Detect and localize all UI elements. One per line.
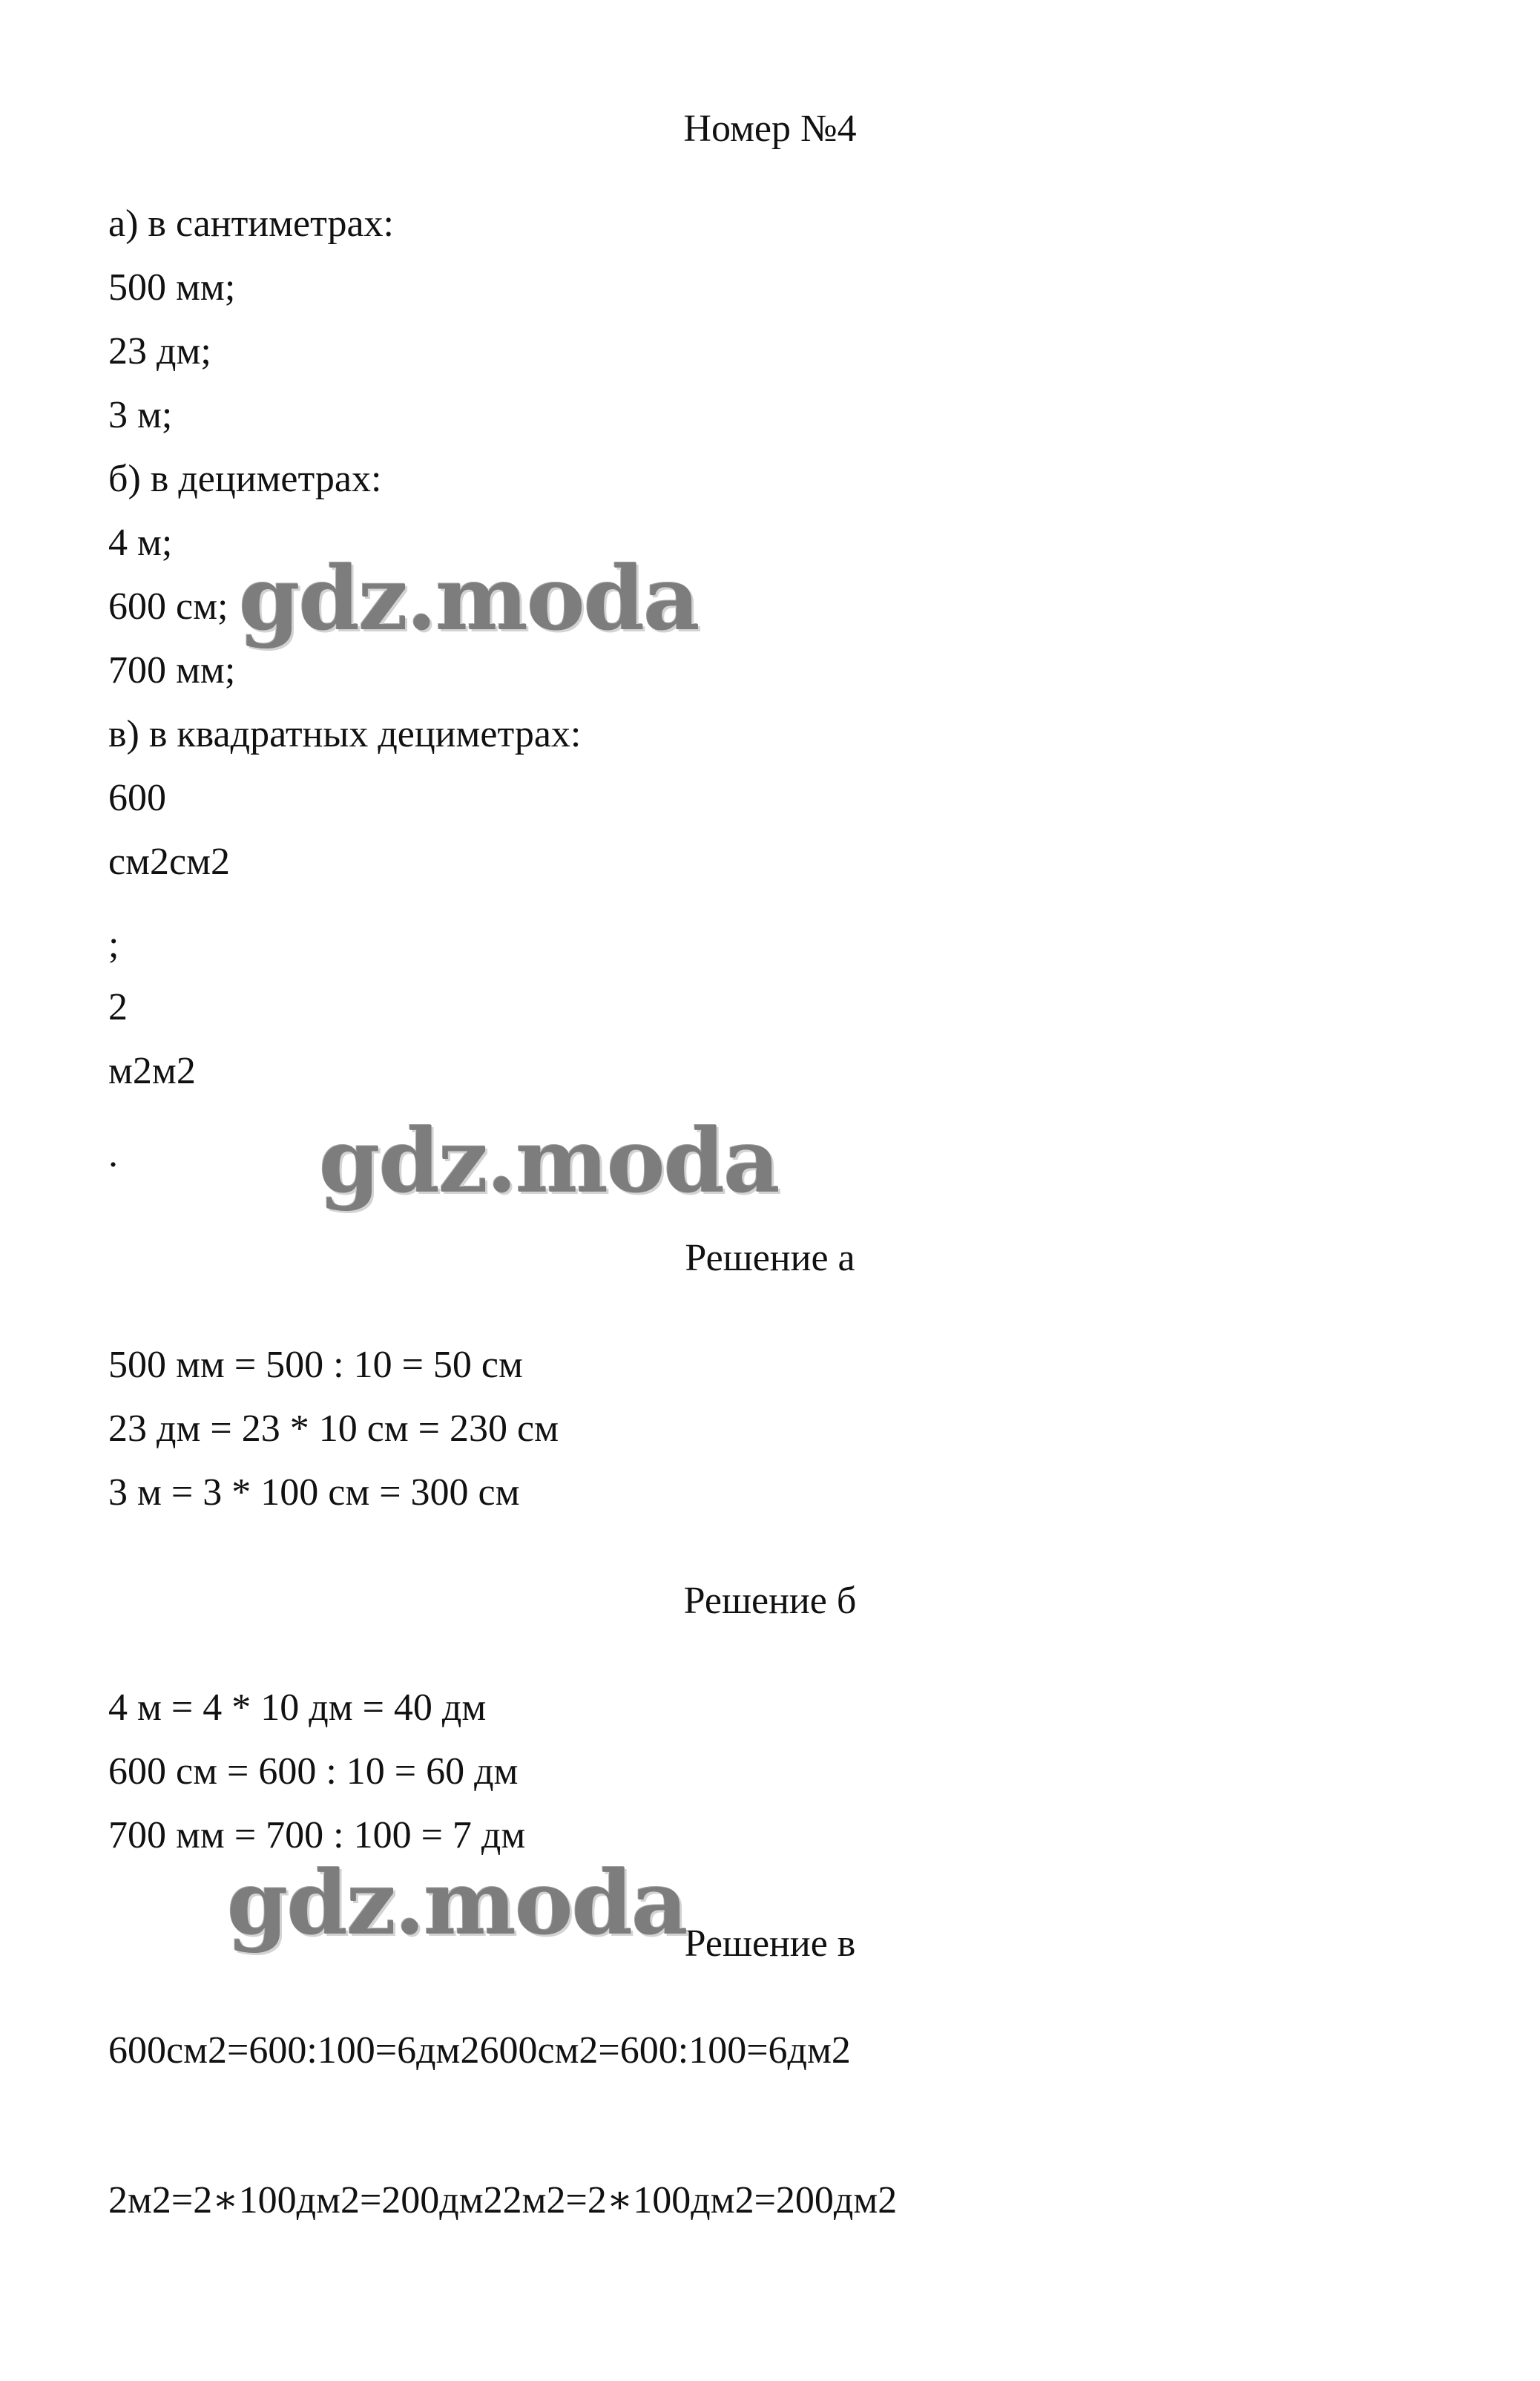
condition-line: 4 м;	[108, 522, 173, 564]
condition-line: 600	[108, 777, 166, 819]
page-title: Номер №4	[683, 108, 857, 150]
solution-c-heading: Решение в	[684, 1922, 856, 1965]
condition-line: 3 м;	[108, 394, 173, 436]
condition-line: 700 мм;	[108, 649, 236, 692]
condition-line: см2см2	[108, 841, 230, 883]
condition-b-heading: б) в дециметрах:	[108, 458, 382, 500]
solution-a-heading: Решение а	[685, 1237, 855, 1279]
solution-b-line: 700 мм = 700 : 100 = 7 дм	[108, 1814, 526, 1856]
solution-a-line: 23 дм = 23 * 10 см = 230 см	[108, 1408, 559, 1450]
watermark-logo: gdz.moda	[239, 547, 699, 650]
condition-line: .	[108, 1133, 118, 1175]
condition-line: 2	[108, 986, 128, 1028]
solution-b-heading: Решение б	[683, 1580, 857, 1622]
condition-line: ;	[108, 924, 119, 966]
condition-line: 600 см;	[108, 585, 228, 628]
solution-c-line: 600см2=600:100=6дм2600см2=600:100=6дм2	[108, 2029, 851, 2072]
condition-a-heading: а) в сантиметрах:	[108, 203, 394, 245]
watermark-logo: gdz.moda	[227, 1851, 687, 1954]
solution-a-line: 3 м = 3 * 100 см = 300 см	[108, 1471, 520, 1514]
condition-c-heading: в) в квадратных дециметрах:	[108, 713, 582, 755]
condition-line: м2м2	[108, 1050, 196, 1092]
solution-b-line: 4 м = 4 * 10 дм = 40 дм	[108, 1687, 487, 1729]
solution-b-line: 600 см = 600 : 10 = 60 дм	[108, 1750, 519, 1793]
watermark-logo: gdz.moda	[319, 1109, 779, 1212]
solution-c-line: 2м2=2∗100дм2=200дм22м2=2∗100дм2=200дм2	[108, 2179, 898, 2221]
condition-line: 23 дм;	[108, 330, 211, 372]
condition-line: 500 мм;	[108, 266, 236, 309]
solution-a-line: 500 мм = 500 : 10 = 50 см	[108, 1344, 523, 1386]
